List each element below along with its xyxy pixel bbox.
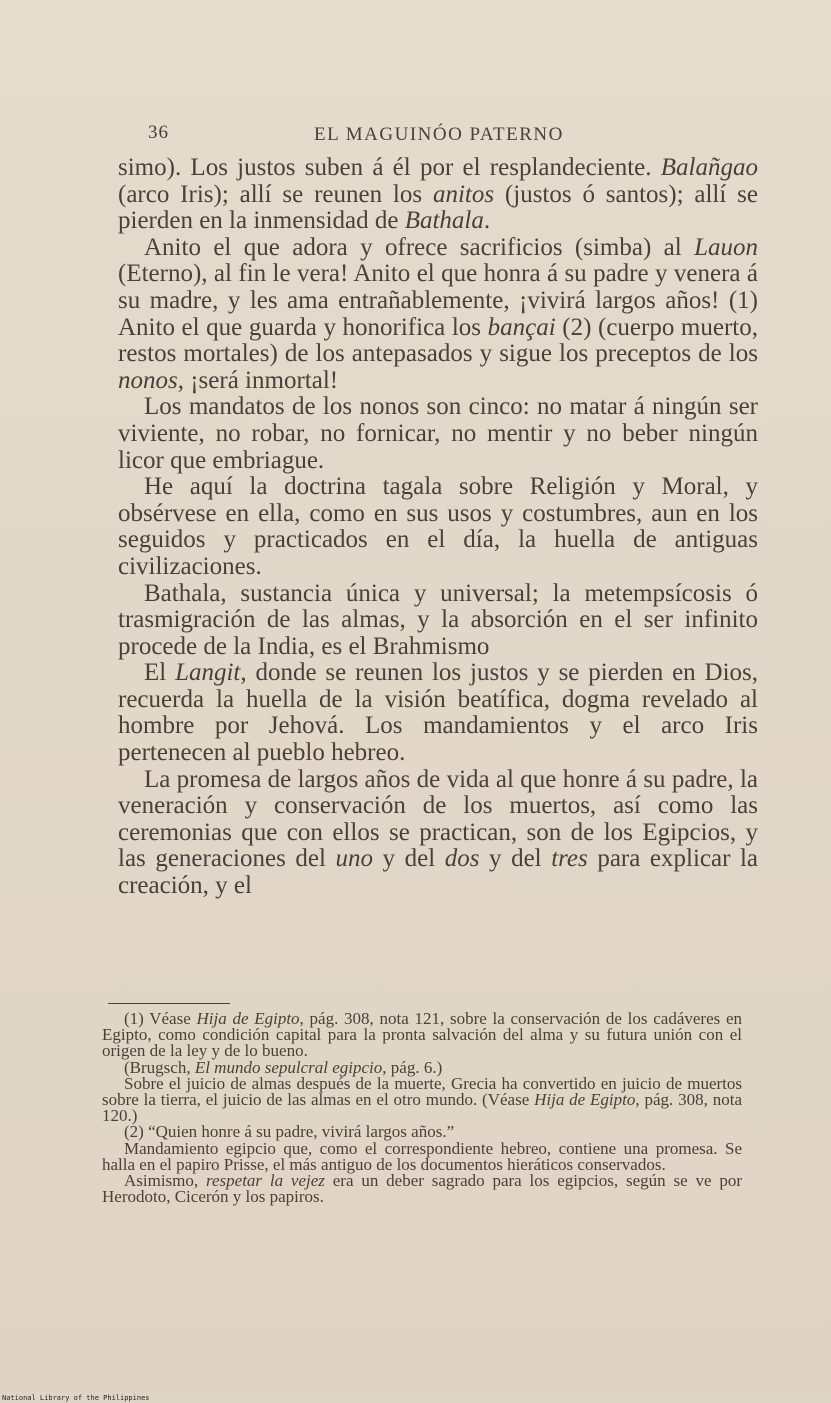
- paragraph: [118, 767, 758, 900]
- paragraph: [118, 235, 758, 395]
- text-run: (2) “Quien honre á su padre, vivirá largos años.”: [124, 1122, 455, 1142]
- text-run: (Eterno), al fin le vera! Anito el que honra á su padre y venera á su madre, y les ama entrañablemente, ¡vivirá largos años! (1) Anito el que guarda y honorifica los: [118, 260, 758, 341]
- main-text: [118, 155, 758, 900]
- text-run: , pág. 6.): [382, 1057, 443, 1077]
- page-header: [148, 122, 578, 152]
- text-run: (arco Iris); allí se reunen los: [118, 180, 433, 208]
- paragraph: [118, 155, 758, 235]
- italic-run: Hija de Egipto: [196, 1009, 300, 1028]
- italic-run: respetar la vejez: [206, 1171, 325, 1191]
- running-title: EL MAGUINÓO PATERNO: [314, 124, 564, 145]
- italic-run: dos: [444, 845, 480, 873]
- text-run: , ¡será inmortal!: [177, 366, 339, 394]
- text-run: , pág. 308, nota 120.): [102, 1090, 742, 1126]
- italic-run: nonos: [118, 366, 178, 394]
- text-run: Mandamiento egipcio que, como el correspondiente hebreo, contiene una promesa. Se halla en el papiro Prisse, el más antiguo de los documentos hieráticos conservados.: [102, 1138, 742, 1174]
- italic-run: uno: [335, 845, 373, 873]
- italic-run: Bathala: [404, 207, 484, 235]
- text-run: Bathala, sustancia única y universal; la metempsícosis ó trasmigración de las almas, y la absorción en el ser infinito procede de la India, es el Brahmismo: [118, 579, 758, 660]
- italic-run: tres: [551, 845, 588, 873]
- footnotes: [102, 1011, 742, 1205]
- paragraph: [118, 474, 758, 580]
- text-run: Los mandatos de los nonos son cinco: no matar á ningún ser viviente, no robar, no fornicar, no mentir y no beber ningún licor que embriague.: [118, 393, 758, 474]
- italic-run: bançai: [487, 313, 556, 341]
- footnote-separator: [108, 1003, 230, 1004]
- italic-run: Hija de Egipto: [534, 1090, 636, 1110]
- text-run: El: [144, 659, 176, 687]
- footnote: [102, 1173, 742, 1205]
- library-credit: National Library of the Philippines: [2, 1394, 150, 1402]
- text-run: para explicar la creación, y el: [118, 845, 759, 900]
- text-run: La promesa de largos años de vida al que honre á su padre, la veneración y conservación de los muertos, así como las ceremonias que con ellos se practican, son de los Egipcios, y las generaciones del: [118, 765, 758, 873]
- paragraph: [118, 660, 758, 766]
- paragraph: [118, 394, 758, 474]
- italic-run: Lauon: [694, 233, 758, 261]
- paragraph: [118, 581, 758, 661]
- page-number: 36: [148, 122, 169, 143]
- footnote: [102, 1138, 742, 1174]
- footnote: [102, 1011, 742, 1060]
- text-run: (1) Véase: [124, 1009, 197, 1028]
- text-run: simo). Los justos suben á él por el resplandeciente.: [118, 154, 661, 181]
- italic-run: El mundo sepulcral egipcio: [194, 1057, 383, 1077]
- text-run: y del: [372, 845, 445, 873]
- text-run: He aquí la doctrina tagala sobre Religión y Moral, y obsérvese en ella, como en sus usos y costumbres, aun en los seguidos y practicados en el día, la huella de antiguas civilizaciones.: [118, 473, 758, 580]
- text-run: (2) (cuerpo muerto, restos mortales) de los antepasados y sigue los preceptos de los: [118, 313, 758, 368]
- italic-run: Langit: [175, 659, 241, 687]
- text-run: .: [483, 207, 491, 235]
- text-run: Sobre el juicio de almas después de la muerte, Grecia ha convertido en juicio de muertos sobre la tierra, el juicio de las almas en el otro mundo. (Véase: [102, 1073, 742, 1110]
- text-run: , pág. 308, nota 121, sobre la conservación de los cadáveres en Egipto, como condición capital para la pronta salvación del alma y su futura unión con el origen de la ley y de lo bueno.: [102, 1009, 742, 1061]
- text-run: Asimismo,: [124, 1171, 206, 1191]
- text-run: (Brugsch,: [124, 1057, 195, 1077]
- text-run: Anito el que adora y ofrece sacrificios (simba) al: [144, 233, 695, 261]
- italic-run: Balañgao: [660, 154, 758, 181]
- text-run: (justos ó santos); allí se pierden en la inmensidad de: [118, 180, 758, 235]
- text-run: y del: [479, 845, 552, 873]
- footnote: [102, 1073, 742, 1126]
- text-run: era un deber sagrado para los egipcios, según se ve por Herodoto, Cicerón y los papiros.: [102, 1171, 742, 1207]
- text-run: , donde se reunen los justos y se pierden en Dios, recuerda la huella de la visión beatífica, dogma revelado al hombre por Jehová. Los mandamientos y el arco Iris pertenecen al pueblo hebreo.: [118, 659, 759, 767]
- italic-run: anitos: [432, 180, 495, 208]
